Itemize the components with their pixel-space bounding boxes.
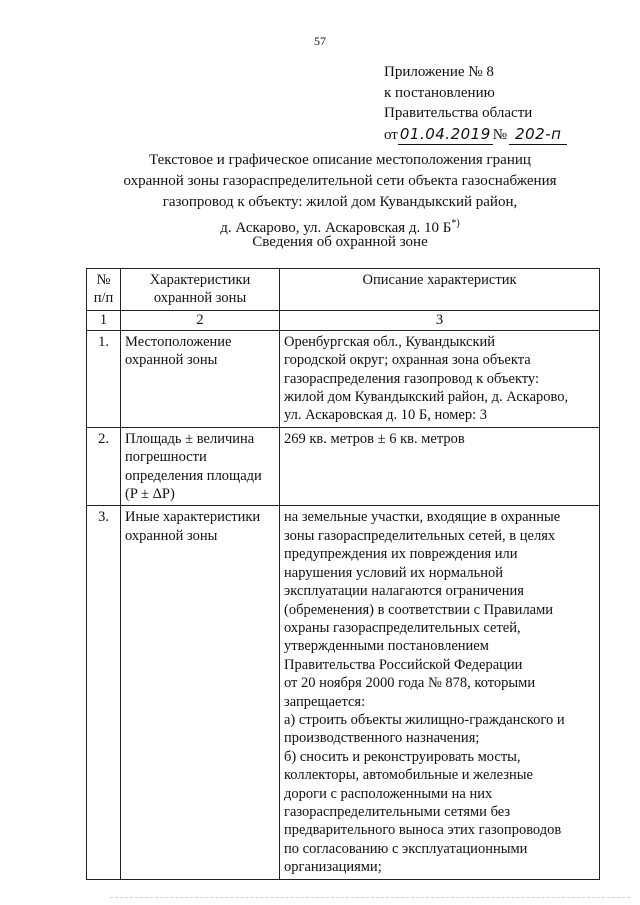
desc-line: жилой дом Кувандыкский район, д. Аскарово,: [284, 389, 569, 406]
header-char-line: Характеристики: [149, 272, 251, 288]
desc-line: на земельные участки, входящие в охранные: [284, 509, 561, 526]
handwritten-number: 202-п: [509, 124, 567, 146]
desc-line: б) сносить и реконструировать мосты,: [284, 748, 521, 765]
desc-line: Оренбургская обл., Кувандыкский: [284, 333, 496, 350]
desc-line: предупреждения их повреждения или: [284, 546, 518, 563]
desc-line: предварительного выноса этих газопроводов: [284, 822, 562, 839]
desc-line: эксплуатации налагаются ограничения: [284, 583, 524, 600]
desc-line: газораспределительными сетями без: [284, 803, 511, 820]
desc-line: охраны газораспределительных сетей,: [284, 619, 521, 636]
char-line: (P ± ΔP): [125, 486, 175, 503]
desc-line: дороги с расположенными на них: [284, 785, 493, 802]
desc-line: по согласованию с эксплуатационными: [284, 840, 528, 857]
appendix-block: [384, 62, 567, 145]
title-line-1: Текстовое и графическое описание местоположения границ: [149, 152, 531, 168]
header-num-line: №: [96, 272, 111, 288]
desc-line: Правительства Российской Федерации: [284, 656, 523, 673]
char-line: Местоположение: [125, 333, 232, 350]
desc-line: запрещается:: [284, 693, 366, 710]
row-characteristic: [121, 506, 280, 879]
title-line-4-text: д. Аскарово, ул. Аскаровская д. 10 Б: [220, 220, 452, 236]
header-desc-line: Описание характеристик: [362, 272, 517, 288]
header-description: [280, 269, 600, 311]
section-subtitle: Сведения об охранной зоне: [252, 234, 428, 250]
char-line: охранной зоны: [125, 527, 218, 544]
handwritten-date: 01.04.2019: [398, 124, 493, 146]
document-title: [0, 150, 640, 239]
footnote-mark: *): [451, 218, 460, 229]
row-description: [280, 427, 600, 506]
header-char-line: охранной зоны: [153, 290, 247, 307]
desc-line: организациями;: [284, 859, 382, 876]
desc-line: от 20 ноября 2000 года № 878, которыми: [284, 675, 536, 692]
column-number: 3: [280, 310, 600, 330]
protection-zone-table: [86, 268, 600, 880]
appendix-date-line: [384, 124, 567, 146]
char-line: охранной зоны: [125, 352, 218, 369]
desc-line: производственного назначения;: [284, 730, 480, 747]
desc-line: зоны газораспределительных сетей, в целях: [284, 527, 556, 544]
desc-line: коллекторы, автомобильные и железные: [284, 767, 533, 784]
row-description: [280, 330, 600, 427]
column-number-row: [87, 310, 600, 330]
row-characteristic: [121, 427, 280, 506]
desc-line: газораспределения газопровод к объекту:: [284, 370, 540, 387]
appendix-line-1: Приложение № 8: [384, 64, 494, 80]
char-line: определения площади: [125, 467, 262, 484]
title-line-2: охранной зоны газораспределительной сети объекта газоснабжения: [123, 173, 557, 189]
desc-line: городской округ; охранная зона объекта: [284, 352, 531, 369]
header-characteristics: [121, 269, 280, 311]
char-line: погрешности: [125, 449, 207, 466]
row-description: [280, 506, 600, 879]
column-number: 2: [121, 310, 280, 330]
row-characteristic: [121, 330, 280, 427]
header-num-line: п/п: [93, 290, 114, 307]
char-line: Иные характеристики: [125, 509, 261, 526]
header-num: [87, 269, 121, 311]
row-number: 3.: [87, 506, 121, 879]
desc-line: (обременения) в соответствии с Правилами: [284, 601, 554, 618]
number-sign: №: [492, 126, 508, 143]
table-row: [87, 506, 600, 879]
desc-line: а) строить объекты жилищно-гражданского и: [284, 711, 565, 728]
appendix-line-3: Правительства области: [384, 105, 533, 121]
char-line: Площадь ± величина: [125, 430, 255, 447]
appendix-line-2: к постановлению: [384, 84, 495, 101]
row-number: 1.: [87, 330, 121, 427]
from-label: от: [384, 126, 398, 143]
desc-line: 269 кв. метров ± 6 кв. метров: [284, 430, 465, 447]
page-number: 57: [314, 34, 326, 48]
table-row: [87, 330, 600, 427]
title-line-3: газопровод к объекту: жилой дом Кувандыкский район,: [162, 194, 518, 210]
desc-line: ул. Аскаровская д. 10 Б, номер: 3: [284, 407, 487, 424]
desc-line: утвержденными постановлением: [284, 638, 489, 655]
row-number: 2.: [87, 427, 121, 506]
column-number: 1: [87, 310, 121, 330]
table-row: [87, 427, 600, 506]
bottom-edge-divider: [110, 897, 630, 902]
table-header-row: [87, 269, 600, 311]
desc-line: нарушения условий их нормальной: [284, 564, 504, 581]
